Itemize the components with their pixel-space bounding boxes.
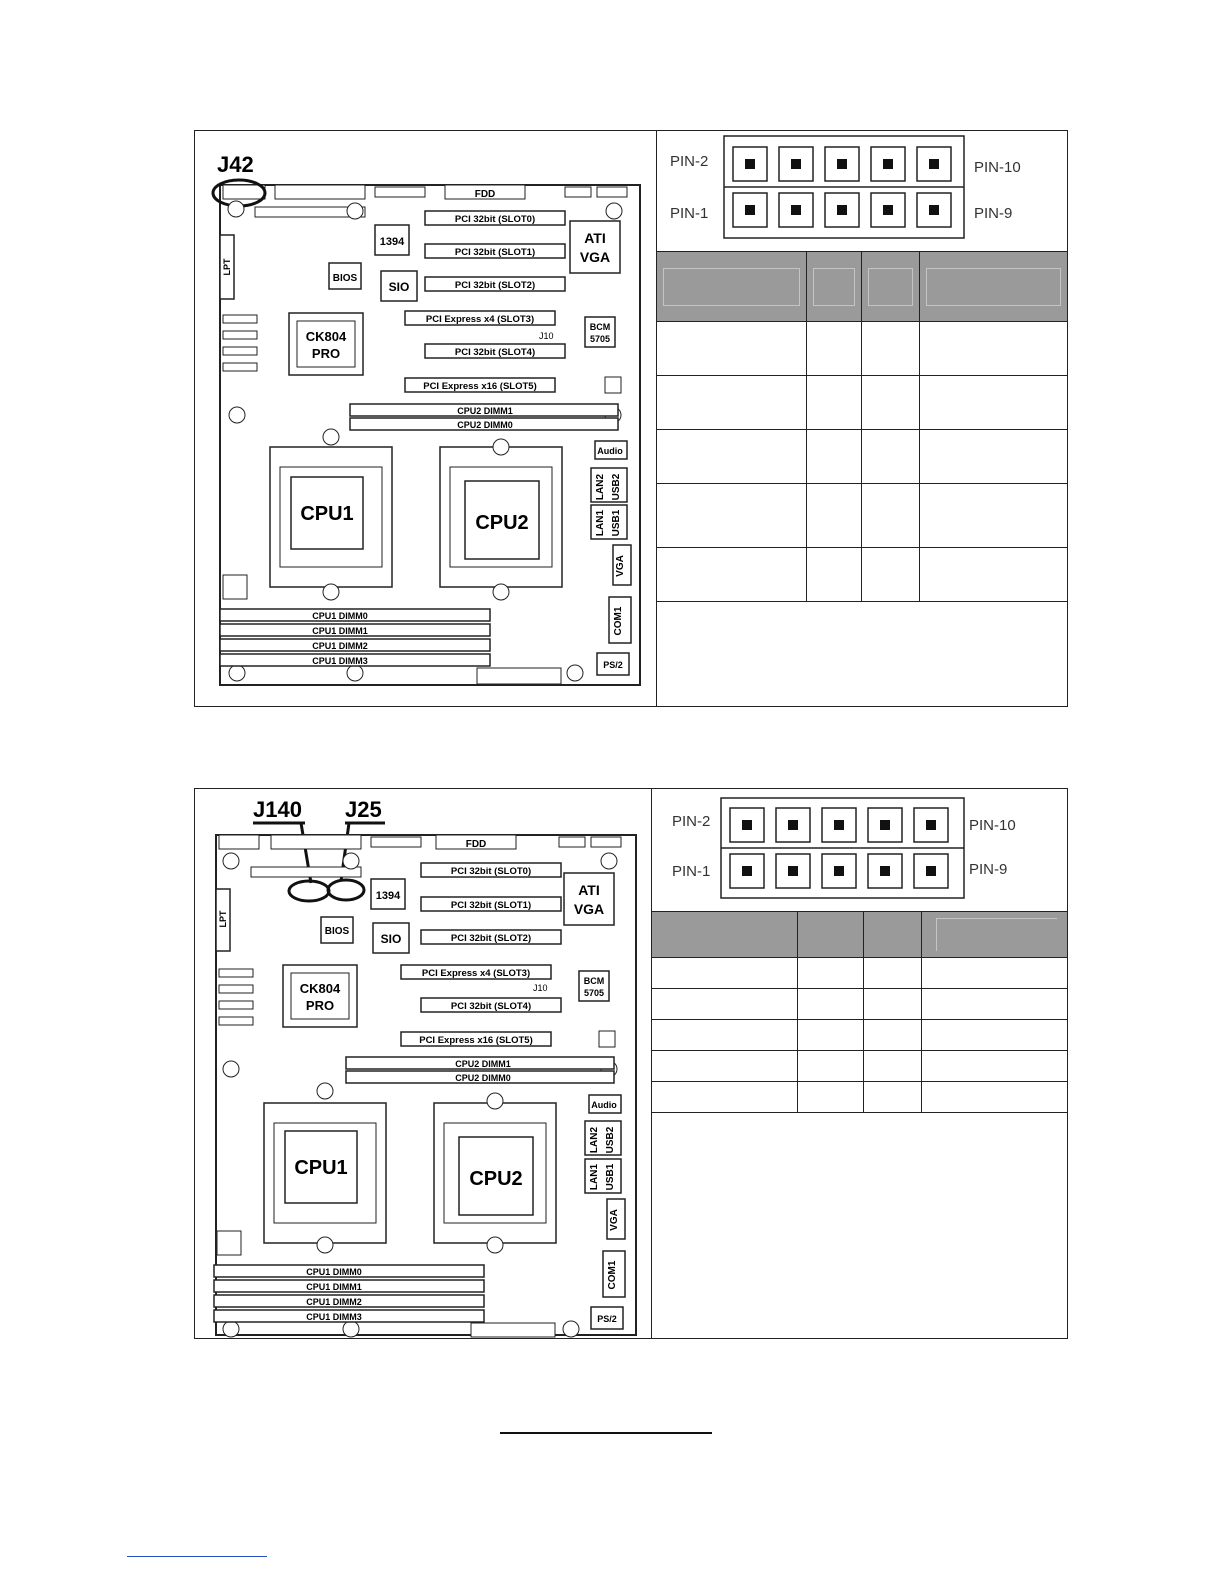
cpu-mount-hole (493, 439, 509, 455)
jumper-label-j25: J25 (345, 797, 382, 822)
mount-hole (223, 1321, 239, 1337)
table-header-cell (657, 252, 807, 322)
cpu-mount-hole (323, 584, 339, 600)
header-strip (219, 985, 253, 993)
header-block (371, 837, 421, 847)
header-strip (223, 315, 257, 323)
pin-assignment-table (651, 911, 1068, 1113)
pin-10-label: PIN-10 (974, 159, 1021, 176)
header-strip (219, 1017, 253, 1025)
pin-9-label: PIN-9 (969, 861, 1008, 878)
cpu2-label: CPU2 (469, 1168, 523, 1190)
atx-power-connector (471, 1323, 555, 1337)
header-strip (219, 1001, 253, 1009)
cpu1-dimm2-label: CPU1 DIMM2 (306, 1297, 362, 1307)
header-strip (223, 331, 257, 339)
pin-2-label: PIN-2 (672, 813, 711, 830)
audio-label: Audio (591, 1100, 617, 1110)
chip-ati-vga-label: VGA (579, 249, 611, 265)
pci-slot-2-label: PCI 32bit (SLOT2) (454, 280, 536, 291)
top-figure-panel (194, 130, 1068, 707)
fdd-label: FDD (474, 189, 496, 200)
chip-1394-label: 1394 (375, 890, 401, 902)
pin-assignment-table (656, 251, 1068, 602)
pin-1-label: PIN-1 (672, 863, 711, 880)
cpu1-label: CPU1 (294, 1157, 348, 1179)
j10-label: J10 (539, 331, 554, 341)
cpu1-label: CPU1 (300, 503, 354, 525)
ide-connector-2 (251, 867, 361, 877)
pci-slot-1-label: PCI 32bit (SLOT1) (450, 900, 532, 911)
cpu1-dimm1-label: CPU1 DIMM1 (306, 1282, 362, 1292)
usb2-label: USB2 (611, 473, 622, 501)
pci-slot-4-label: PCI 32bit (SLOT4) (454, 347, 536, 358)
pin-header-diagram (672, 793, 1052, 901)
header-strip (223, 363, 257, 371)
power-connector-small (217, 1231, 241, 1255)
ide-connector (271, 835, 361, 849)
table-header-cell (864, 912, 922, 958)
cpu2-dimm1-label: CPU2 DIMM1 (455, 1059, 511, 1069)
mount-hole (347, 203, 363, 219)
chip-ati-vga-label: VGA (573, 901, 605, 917)
mount-hole (228, 201, 244, 217)
chip-ati-vga (570, 221, 620, 273)
small-square (605, 377, 621, 393)
small-connector (565, 187, 591, 197)
motherboard-diagram (205, 145, 645, 690)
mount-hole (343, 853, 359, 869)
top-connector (219, 835, 259, 849)
motherboard-diagram (201, 793, 641, 1338)
table-header-cell (862, 252, 920, 322)
header-block (375, 187, 425, 197)
cpu1-dimm2-label: CPU1 DIMM2 (312, 641, 368, 651)
chip-ati-label: ATI (584, 230, 606, 246)
jumper-label-j42: J42 (217, 152, 254, 177)
pin-2-label: PIN-2 (670, 153, 709, 170)
chip-sio-label: SIO (388, 280, 410, 294)
cpu2-dimm0-label: CPU2 DIMM0 (457, 420, 513, 430)
chip-bios-label: BIOS (324, 926, 350, 937)
table-row (657, 484, 1068, 548)
mount-hole (347, 665, 363, 681)
fdd-label: FDD (465, 839, 487, 850)
small-connector-2 (597, 187, 627, 197)
pcie-slot-5-label: PCI Express x16 (SLOT5) (423, 381, 537, 392)
chip-ati-vga (564, 873, 614, 925)
chip-ck804-label: CK804 (299, 981, 341, 996)
pin-row-bottom (730, 854, 948, 888)
cpu-mount-hole (487, 1237, 503, 1253)
lpt-label: LPT (218, 910, 228, 928)
chip-bcm-label: BCM (589, 322, 611, 332)
mount-hole (563, 1321, 579, 1337)
pci-slot-0-label: PCI 32bit (SLOT0) (450, 866, 532, 877)
lpt-label: LPT (222, 258, 232, 276)
footer-rule (500, 1432, 712, 1434)
usb2-label: USB2 (605, 1126, 616, 1154)
mount-hole (229, 407, 245, 423)
chip-bcm-num-label: 5705 (589, 334, 611, 344)
mount-hole (567, 665, 583, 681)
chip-ck804-label: CK804 (305, 329, 347, 344)
cpu1-dimm3-label: CPU1 DIMM3 (306, 1312, 362, 1322)
cpu1-dimm3-label: CPU1 DIMM3 (312, 656, 368, 666)
lan1-label: LAN1 (595, 509, 606, 537)
chip-pro-label: PRO (305, 998, 335, 1013)
j25-highlight-circle (328, 880, 364, 900)
chip-bcm-label: BCM (583, 976, 605, 986)
chip-pro-label: PRO (311, 346, 341, 361)
ide-connector (275, 185, 365, 199)
cpu-mount-hole (487, 1093, 503, 1109)
mount-hole (606, 203, 622, 219)
cpu-mount-hole (323, 429, 339, 445)
vga-port-label: VGA (609, 1209, 620, 1231)
small-square (599, 1031, 615, 1047)
usb1-label: USB1 (611, 509, 622, 537)
header-strip (219, 969, 253, 977)
cpu2-label: CPU2 (475, 512, 529, 534)
cpu-mount-hole (317, 1083, 333, 1099)
pcie-slot-3-label: PCI Express x4 (SLOT3) (425, 314, 535, 325)
pci-slot-0-label: PCI 32bit (SLOT0) (454, 214, 536, 225)
chip-sio-label: SIO (380, 932, 402, 946)
usb1-label: USB1 (605, 1163, 616, 1191)
com1-label: COM1 (613, 606, 624, 636)
cpu-mount-hole (493, 584, 509, 600)
table-header-row (657, 252, 1068, 322)
cpu1-dimm0-label: CPU1 DIMM0 (312, 611, 368, 621)
pcie-slot-3-label: PCI Express x4 (SLOT3) (421, 968, 531, 979)
pci-slot-2-label: PCI 32bit (SLOT2) (450, 933, 532, 944)
table-row (657, 548, 1068, 602)
table-header-cell (652, 912, 798, 958)
pin-row-top (730, 808, 948, 842)
table-row (652, 989, 1068, 1020)
ps2-label: PS/2 (597, 1314, 617, 1324)
cpu2-dimm1-label: CPU2 DIMM1 (457, 406, 513, 416)
vga-port-label: VGA (615, 555, 626, 577)
pin-header-diagram (670, 135, 1050, 243)
cpu-mount-hole (317, 1237, 333, 1253)
table-row (652, 1020, 1068, 1051)
lan1-label: LAN1 (589, 1163, 600, 1191)
pci-slot-1-label: PCI 32bit (SLOT1) (454, 247, 536, 258)
mount-hole (223, 853, 239, 869)
footer-link-underline[interactable] (127, 1556, 267, 1557)
chip-ati-label: ATI (578, 882, 600, 898)
table-header-cell (807, 252, 862, 322)
table-row (657, 322, 1068, 376)
mount-hole (229, 665, 245, 681)
cpu1-dimm0-label: CPU1 DIMM0 (306, 1267, 362, 1277)
table-header-cell (922, 912, 1068, 958)
lan2-label: LAN2 (589, 1126, 600, 1154)
table-row (652, 958, 1068, 989)
small-connector-2 (591, 837, 621, 847)
pin-9-label: PIN-9 (974, 205, 1013, 222)
mount-hole (343, 1321, 359, 1337)
cpu2-dimm0-label: CPU2 DIMM0 (455, 1073, 511, 1083)
chip-1394-label: 1394 (379, 236, 405, 248)
atx-power-connector (477, 668, 561, 684)
chip-bcm-num-label: 5705 (583, 988, 605, 998)
power-connector-small (223, 575, 247, 599)
table-row (652, 1082, 1068, 1113)
table-row (657, 376, 1068, 430)
bottom-figure-panel (194, 788, 1068, 1339)
pci-slot-4-label: PCI 32bit (SLOT4) (450, 1001, 532, 1012)
pcie-slot-5-label: PCI Express x16 (SLOT5) (419, 1035, 533, 1046)
pin-1-label: PIN-1 (670, 205, 709, 222)
table-row (657, 430, 1068, 484)
mount-hole (601, 853, 617, 869)
audio-label: Audio (597, 446, 623, 456)
j10-label: J10 (533, 983, 548, 993)
header-strip (223, 347, 257, 355)
chip-bios-label: BIOS (332, 273, 358, 284)
j140-highlight-circle (289, 881, 329, 901)
pin-10-label: PIN-10 (969, 817, 1016, 834)
table-header-cell (920, 252, 1068, 322)
mount-hole (223, 1061, 239, 1077)
jumper-label-j140: J140 (253, 797, 302, 822)
ps2-label: PS/2 (603, 660, 623, 670)
table-row (652, 1051, 1068, 1082)
table-header-cell (798, 912, 864, 958)
table-header-row (652, 912, 1068, 958)
com1-label: COM1 (607, 1260, 618, 1290)
cpu1-dimm1-label: CPU1 DIMM1 (312, 626, 368, 636)
pin-row-top (733, 147, 951, 181)
top-connector (223, 185, 265, 199)
lan2-label: LAN2 (595, 473, 606, 501)
small-connector (559, 837, 585, 847)
pin-row-bottom (733, 193, 951, 227)
